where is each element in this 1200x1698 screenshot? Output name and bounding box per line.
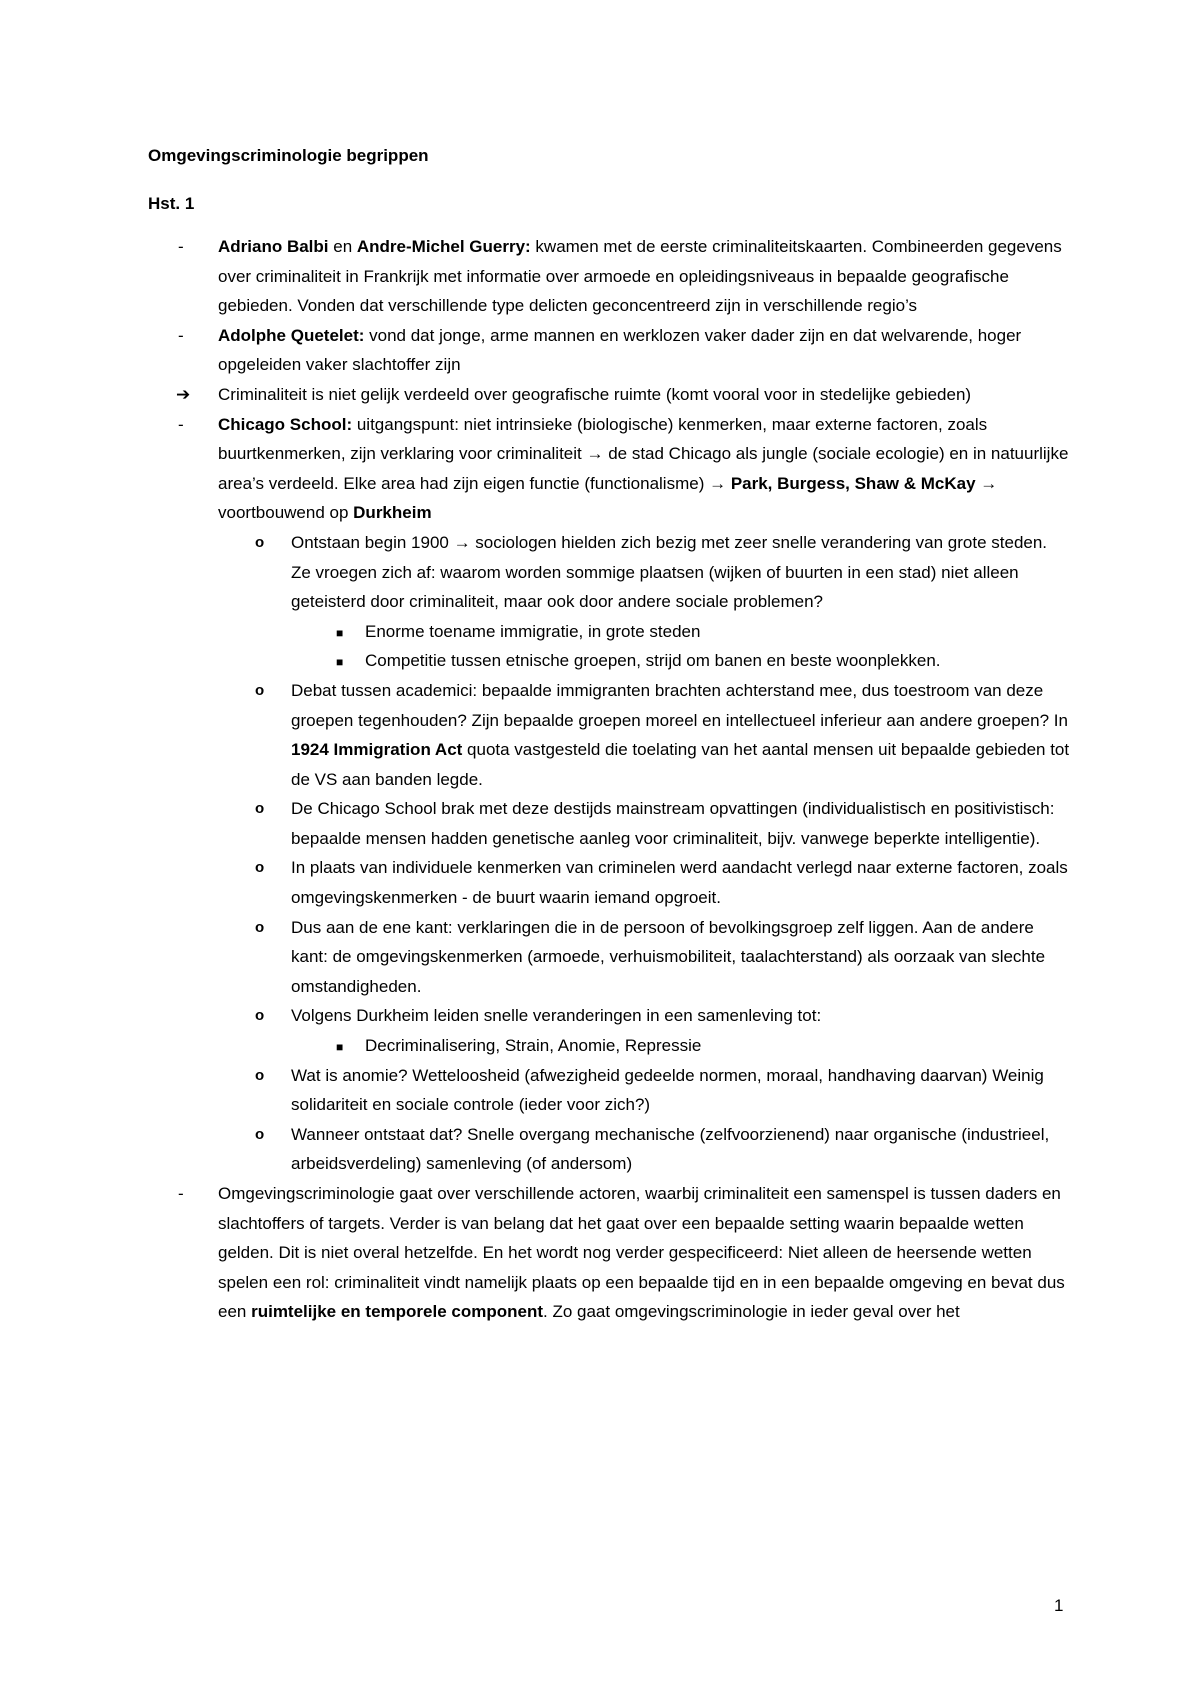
list-item bbox=[0, 1031, 1200, 1061]
bold-term: Park, Burgess, Shaw & McKay bbox=[730, 473, 976, 493]
list-item bbox=[0, 1001, 1200, 1031]
bullet-marker: o bbox=[255, 918, 265, 936]
bullet-marker: o bbox=[255, 859, 265, 877]
bullet-marker: ■ bbox=[336, 655, 344, 670]
text-run: Dus aan de ene kant: verklaringen die in de persoon of bevolkingsgroep zelf liggen. Aan de andere kant: de omgevingskenmerken (armoede, verhuismobiliteit, taalachterstand) als oorzaak van slechte omstandigheden. bbox=[291, 917, 1046, 996]
text-run: → voortbouwend op bbox=[218, 473, 998, 523]
list-item bbox=[0, 232, 1200, 321]
text-run: Competitie tussen etnische groepen, strijd om banen en beste woonplekken. bbox=[365, 651, 941, 671]
text-run: Ontstaan begin 1900 → sociologen hielden zich bezig met zeer snelle verandering van grote steden. Ze vroegen zich af: waarom worden sommige plaatsen (wijken of buurten in een stad) niet alleen geteisterd door criminaliteit, maar ook door andere sociale problemen? bbox=[291, 532, 1048, 612]
list-item bbox=[0, 321, 1200, 380]
bold-term: 1924 Immigration Act bbox=[291, 740, 463, 760]
bullet-marker: o bbox=[255, 681, 265, 699]
list-item-text bbox=[291, 913, 1071, 1002]
bullet-marker: ■ bbox=[336, 625, 344, 640]
list-item bbox=[0, 794, 1200, 853]
chapter-heading: Hst. 1 bbox=[148, 194, 195, 213]
list-item bbox=[0, 676, 1200, 794]
bullet-marker: o bbox=[255, 1066, 265, 1084]
list-item-text bbox=[365, 1031, 1071, 1061]
text-run: en bbox=[328, 237, 357, 256]
document-title: Omgevingscriminologie begrippen bbox=[148, 146, 429, 165]
list-item-text bbox=[291, 794, 1071, 853]
list-item bbox=[0, 1120, 1200, 1179]
text-run: De Chicago School brak met deze destijds mainstream opvattingen (individualistisch en positivistisch: bepaalde mensen hadden genetische aanleg voor criminaliteit, bijv. vanwege beperkte intelligentie). bbox=[291, 799, 1055, 848]
text-run: Enorme toename immigratie, in grote steden bbox=[365, 621, 701, 641]
bold-term: Durkheim bbox=[353, 503, 432, 523]
list-item-text bbox=[291, 528, 1071, 617]
bullet-marker: o bbox=[255, 1125, 265, 1143]
document-body bbox=[0, 232, 1200, 1327]
list-item-text bbox=[365, 617, 1071, 647]
bold-term: Adriano Balbi bbox=[218, 237, 329, 256]
list-item bbox=[0, 913, 1200, 1002]
list-item-text bbox=[291, 1001, 1071, 1031]
text-run: quota vastgesteld die toelating van het aantal mensen uit bepaalde gebieden tot de VS aan banden legde. bbox=[291, 740, 1070, 789]
text-run: Decriminalisering, Strain, Anomie, Repressie bbox=[365, 1036, 702, 1056]
list-item-text bbox=[218, 380, 1070, 410]
text-run: Volgens Durkheim leiden snelle veranderingen in een samenleving tot: bbox=[291, 1006, 822, 1026]
bullet-marker: - bbox=[178, 414, 184, 434]
text-run: Omgevingscriminologie gaat over verschillende actoren, waarbij criminaliteit een samenspel is tussen daders en slachtoffers of targets. Verder is van belang dat het gaat over een bepaalde setting waarin bepaalde wetten gelden. Dit is niet overal hetzelfde. En het wordt nog verder gespecificeerd: Niet alleen de heersende wetten spelen een rol: criminaliteit vindt namelijk plaats op een bepaalde tijd en in een bepaalde omgeving en bevat dus een bbox=[218, 1184, 1065, 1322]
page-number: 1 bbox=[1054, 1596, 1064, 1615]
list-item-text bbox=[365, 646, 1071, 676]
list-item-text bbox=[291, 1061, 1071, 1120]
list-item bbox=[0, 853, 1200, 912]
list-item bbox=[0, 1061, 1200, 1120]
list-item bbox=[0, 380, 1200, 410]
bullet-marker: - bbox=[178, 1184, 184, 1203]
text-run: Criminaliteit is niet gelijk verdeeld over geografische ruimte (komt vooral voor in stedelijke gebieden) bbox=[218, 384, 972, 404]
list-item bbox=[0, 646, 1200, 676]
list-item-text bbox=[218, 1179, 1070, 1327]
list-item bbox=[0, 617, 1200, 647]
list-item-text bbox=[218, 232, 1070, 321]
bold-term: Chicago School: bbox=[218, 414, 353, 434]
text-run: Wanneer ontstaat dat? Snelle overgang mechanische (zelfvoorzienend) naar organische (industrieel, arbeidsverdeling) samenleving (of andersom) bbox=[291, 1124, 1050, 1174]
list-item-text bbox=[218, 321, 1070, 380]
list-item-text bbox=[291, 1120, 1071, 1179]
bullet-marker: - bbox=[178, 237, 184, 256]
list-item-text bbox=[291, 676, 1071, 794]
bold-term: ruimtelijke en temporele component bbox=[251, 1302, 543, 1322]
text-run: vond dat jonge, arme mannen en werklozen vaker dader zijn en dat welvarende, hoger opgeleiden vaker slachtoffer zijn bbox=[218, 325, 1022, 375]
bullet-marker: o bbox=[255, 533, 265, 551]
bullet-marker: ■ bbox=[336, 1040, 344, 1055]
text-run: In plaats van individuele kenmerken van criminelen werd aandacht verlegd naar externe factoren, zoals omgevingskenmerken - de buurt waarin iemand opgroeit. bbox=[291, 858, 1068, 908]
bullet-marker: o bbox=[255, 800, 265, 818]
text-run: uitgangspunt: niet intrinsieke (biologische) kenmerken, maar externe factoren, zoals buurtkenmerken, zijn verklaring voor criminaliteit → de stad Chicago als jungle (sociale ecologie) en in natuurlijke area’s verdeeld. Elke area had zijn eigen functie (functionalisme) → bbox=[218, 414, 1069, 493]
text-run: . Zo gaat omgevingscriminologie in ieder geval over het bbox=[543, 1302, 960, 1322]
text-run: Wat is anomie? Wetteloosheid (afwezigheid gedeelde normen, moraal, handhaving daarvan) Weinig solidariteit en sociale controle (ieder voor zich?) bbox=[291, 1065, 1044, 1115]
text-run: kwamen met de eerste criminaliteitskaarten. Combineerden gegevens over criminaliteit in Frankrijk met informatie over armoede en opleidingsniveaus in bepaalde geografische gebieden. Vonden dat verschillende type delicten geconcentreerd zijn in verschillende regio’s bbox=[218, 237, 1062, 316]
list-item-text bbox=[291, 853, 1071, 912]
list-item-text bbox=[218, 410, 1070, 528]
arrow-bullet-icon: ➔ bbox=[176, 384, 191, 404]
bold-term: Adolphe Quetelet: bbox=[218, 325, 365, 345]
list-item bbox=[0, 528, 1200, 617]
bold-term: Andre-Michel Guerry: bbox=[356, 237, 531, 256]
list-item bbox=[0, 1179, 1200, 1327]
bullet-marker: o bbox=[255, 1007, 265, 1025]
text-run: Debat tussen academici: bepaalde immigranten brachten achterstand mee, dus toestroom van deze groepen tegenhouden? Zijn bepaalde groepen moreel en intellectueel inferieur aan andere groepen? In bbox=[291, 680, 1068, 730]
bullet-marker: - bbox=[178, 325, 184, 345]
list-item bbox=[0, 410, 1200, 528]
